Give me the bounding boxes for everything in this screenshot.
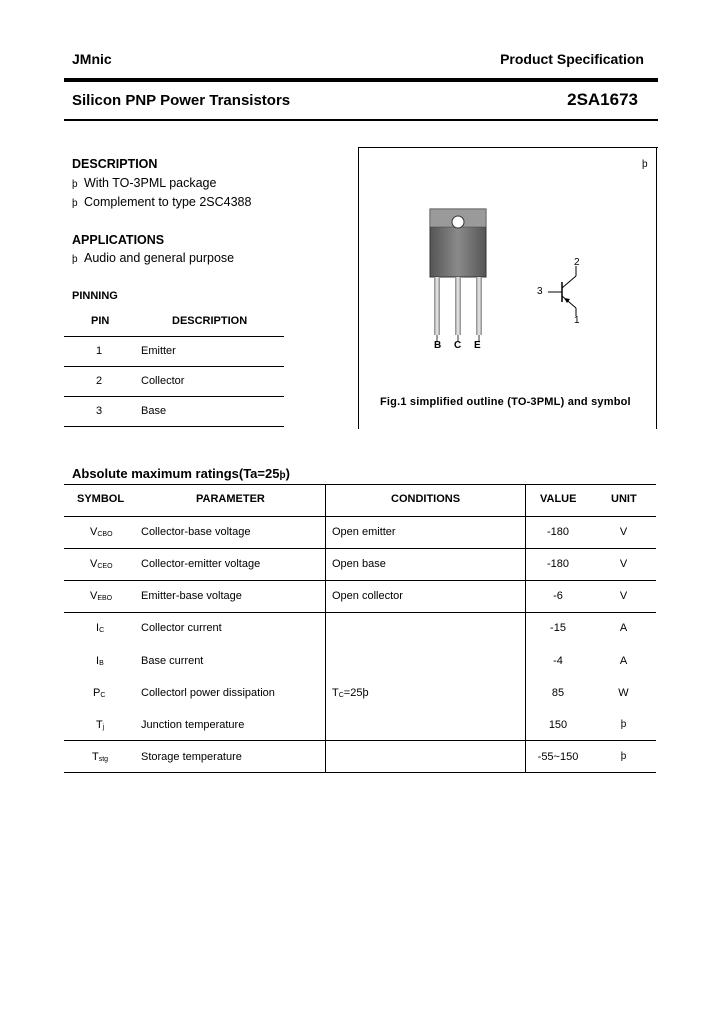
rating-unit: V xyxy=(619,558,628,570)
bullet-icon: þ xyxy=(72,254,78,265)
rating-unit: W xyxy=(618,687,629,699)
symbol-label-collector: 2 xyxy=(574,257,580,268)
rating-value: -4 xyxy=(553,655,563,667)
pin-number: 3 xyxy=(96,405,103,417)
rating-condition: $T_C=25þ$ xyxy=(332,687,369,699)
pin-description: Emitter xyxy=(141,345,176,357)
rating-symbol: $I_B$ xyxy=(96,655,104,667)
description-item: þ Complement to type 2SC4388 xyxy=(72,195,252,209)
rating-symbol: $I_C$ xyxy=(96,622,105,634)
rating-value: -180 xyxy=(546,558,570,570)
figure-box xyxy=(358,147,658,429)
table-rule xyxy=(64,396,284,397)
rating-unit: V xyxy=(619,526,628,538)
pin-description: Collector xyxy=(141,375,185,387)
description-item: þ With TO-3PML package xyxy=(72,176,217,190)
page-title: Silicon PNP Power Transistors xyxy=(72,92,291,109)
rating-value: -6 xyxy=(553,590,563,602)
rating-symbol: $T_j$ xyxy=(96,719,105,731)
pin-label-b: B xyxy=(434,340,442,351)
rating-parameter: Storage temperature xyxy=(141,751,242,763)
rating-value: -55~150 xyxy=(537,751,579,763)
rating-symbol: $V_{CBO}$ xyxy=(90,526,113,538)
rating-parameter: Collectorl power dissipation xyxy=(141,687,275,699)
symbol-label-emitter: 1 xyxy=(574,315,580,326)
rating-parameter: Collector current xyxy=(141,622,222,634)
symbol-label-base: 3 xyxy=(537,286,543,297)
doc-type: Product Specification xyxy=(500,51,644,67)
col-conditions-header: CONDITIONS xyxy=(391,493,461,505)
pin-col-header: PIN xyxy=(91,315,110,327)
rating-value: -180 xyxy=(546,526,570,538)
rating-unit: þ xyxy=(620,751,627,762)
rating-condition: Open collector xyxy=(332,590,403,602)
rating-unit: A xyxy=(619,655,628,667)
header-rule xyxy=(64,78,658,82)
rating-value: 85 xyxy=(551,687,565,699)
table-rule xyxy=(64,336,284,337)
col-parameter-header: PARAMETER xyxy=(196,493,265,505)
part-number: 2SA1673 xyxy=(567,90,638,109)
figure-corner-mark: þ xyxy=(642,159,648,170)
table-rule xyxy=(64,366,284,367)
table-rule xyxy=(64,426,284,427)
applications-item: þ Audio and general purpose xyxy=(72,251,235,265)
rating-condition: Open base xyxy=(332,558,386,570)
rating-value: -15 xyxy=(550,622,566,634)
rating-symbol: $V_{EBO}$ xyxy=(90,590,113,602)
rating-value: 150 xyxy=(548,719,568,731)
applications-heading: APPLICATIONS xyxy=(72,233,165,247)
table-col-rule xyxy=(325,484,326,772)
pin-label-c: C xyxy=(454,340,462,351)
description-heading: DESCRIPTION xyxy=(72,157,158,171)
pin-label-e: E xyxy=(474,340,481,351)
rating-symbol: $T_{stg}$ xyxy=(92,751,109,763)
rating-symbol: $V_{CEO}$ xyxy=(90,558,113,570)
pnp-transistor-symbol-icon xyxy=(540,262,590,322)
bullet-icon: þ xyxy=(72,179,78,190)
table-rule xyxy=(64,740,656,741)
pin-number: 1 xyxy=(96,345,103,357)
ratings-title: Absolute maximum ratings(Ta=25þ) xyxy=(72,466,290,481)
rating-parameter: Collector-base voltage xyxy=(141,526,251,538)
brand-name: JMnic xyxy=(72,51,112,67)
pinning-heading: PINNING xyxy=(72,290,118,302)
figure-box-edge xyxy=(656,147,657,429)
pin-number: 2 xyxy=(96,375,103,387)
table-rule xyxy=(64,580,656,581)
rating-parameter: Collector-emitter voltage xyxy=(141,558,261,570)
title-rule xyxy=(64,119,658,121)
table-rule xyxy=(64,772,656,773)
col-unit-header: UNIT xyxy=(611,493,637,505)
rating-parameter: Junction temperature xyxy=(141,719,245,731)
col-value-header: VALUE xyxy=(540,493,577,505)
rating-parameter: Base current xyxy=(141,655,204,667)
table-rule xyxy=(64,484,656,485)
rating-condition: Open emitter xyxy=(332,526,396,538)
table-rule xyxy=(64,516,656,517)
transistor-package-icon xyxy=(420,205,500,355)
table-rule xyxy=(64,548,656,549)
rating-parameter: Emitter-base voltage xyxy=(141,590,242,602)
rating-symbol: $P_C$ xyxy=(93,687,106,699)
figure-caption: Fig.1 simplified outline (TO-3PML) and symbol xyxy=(380,396,631,408)
pin-description: Base xyxy=(141,405,167,417)
bullet-icon: þ xyxy=(72,198,78,209)
rating-unit: þ xyxy=(620,719,627,730)
col-symbol-header: SYMBOL xyxy=(77,493,125,505)
pin-desc-col-header: DESCRIPTION xyxy=(172,315,248,327)
table-rule xyxy=(64,612,656,613)
rating-unit: V xyxy=(619,590,628,602)
rating-unit: A xyxy=(619,622,628,634)
